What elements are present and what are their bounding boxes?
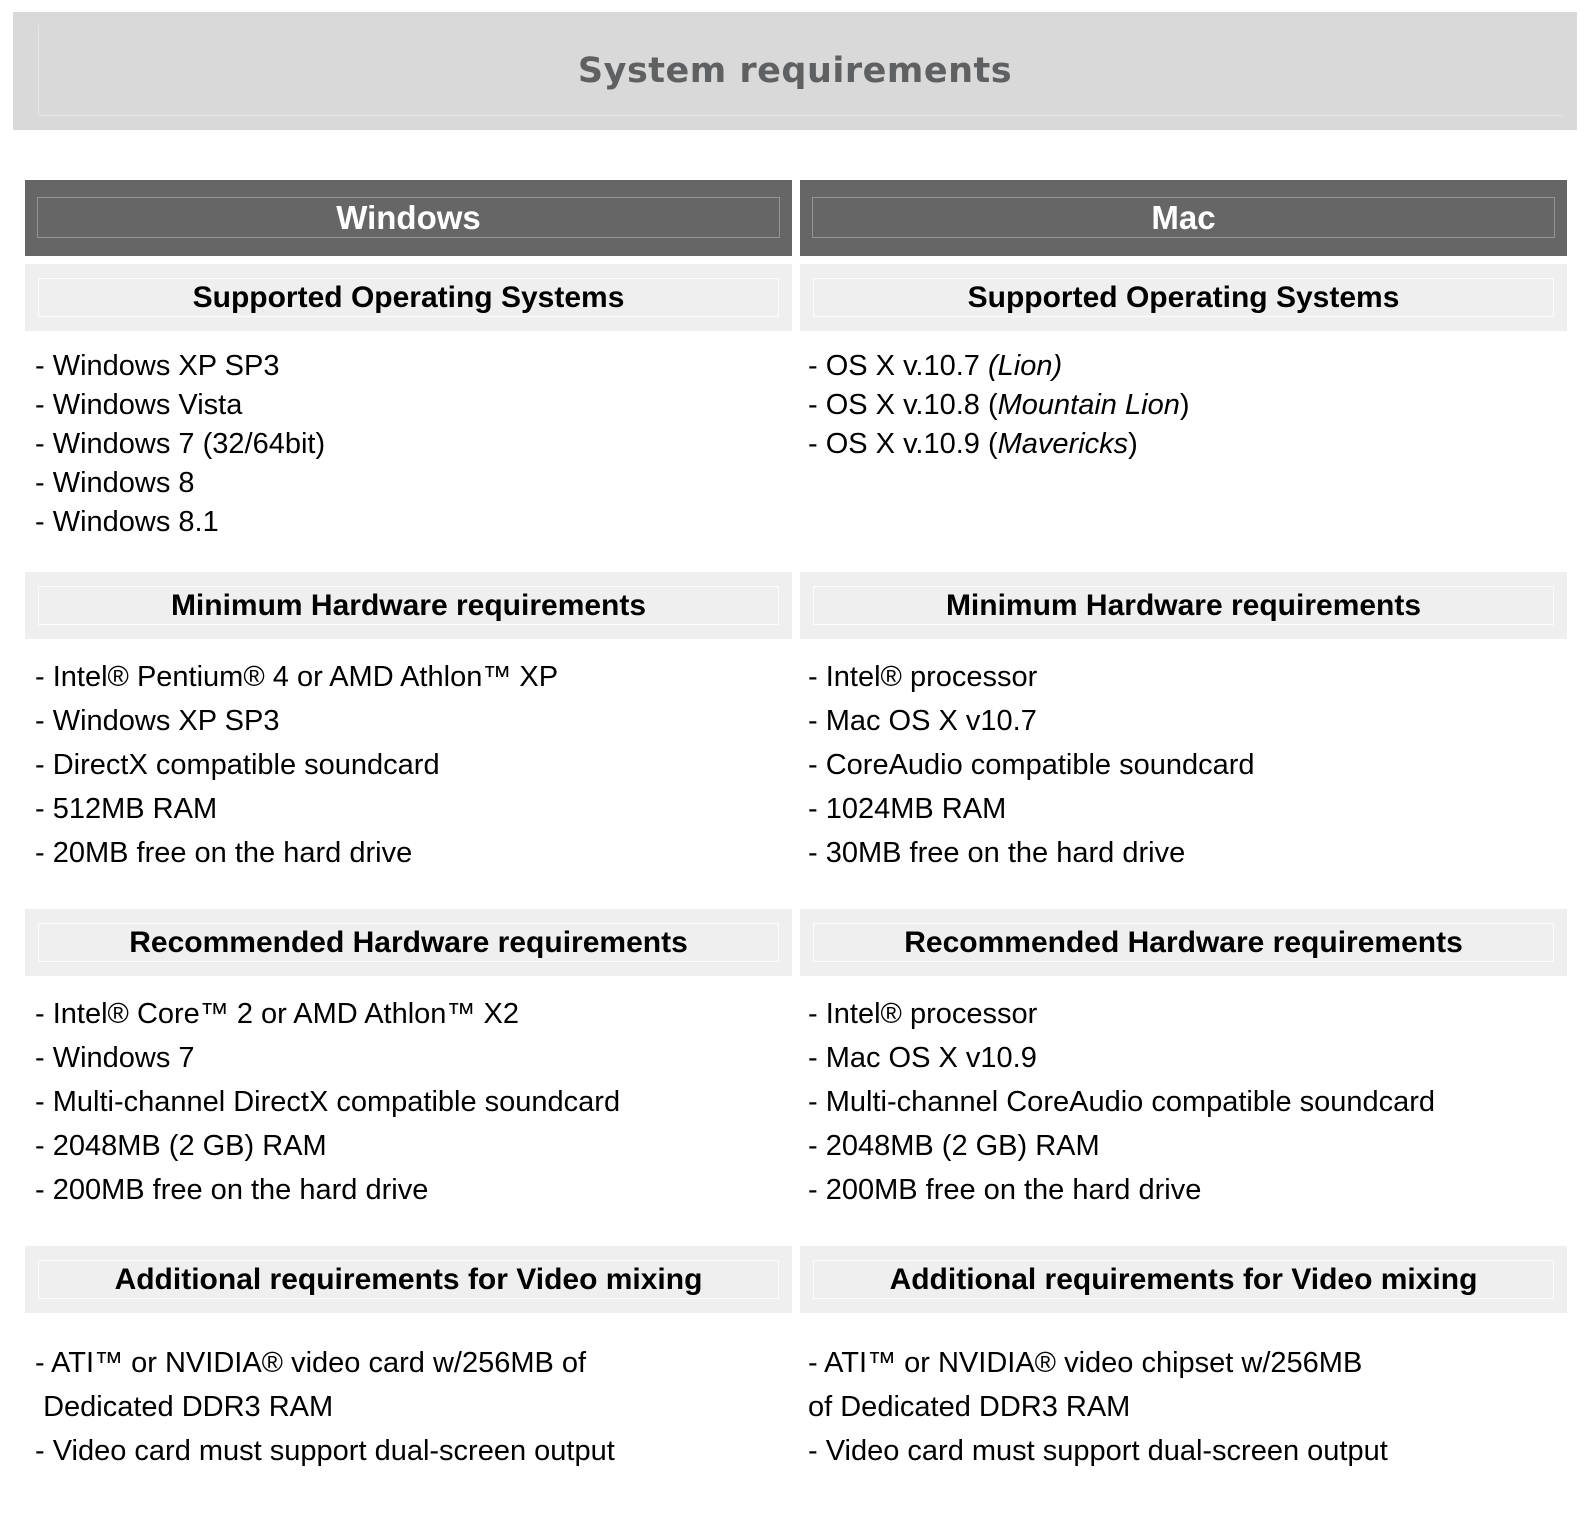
requirement-text: ) bbox=[1128, 428, 1138, 460]
requirement-text: - Intel® processor bbox=[808, 998, 1038, 1030]
section-heading-label: Minimum Hardware requirements bbox=[170, 588, 647, 622]
requirement-text: - OS X v.10.9 ( bbox=[808, 428, 998, 460]
requirement-text: - Multi-channel DirectX compatible soundcard bbox=[35, 1086, 621, 1118]
requirement-text: - 1024MB RAM bbox=[808, 793, 1007, 825]
requirement-text: - Windows 7 (32/64bit) bbox=[35, 428, 326, 460]
section-heading-label: Recommended Hardware requirements bbox=[904, 925, 1463, 959]
requirement-text: - Windows 8.1 bbox=[35, 506, 219, 538]
requirement-text: - Intel® Pentium® 4 or AMD Athlon™ XP bbox=[35, 661, 559, 693]
requirement-text: - Mac OS X v10.9 bbox=[808, 1042, 1037, 1074]
requirement-text: - OS X v.10.8 ( bbox=[808, 389, 998, 421]
section-heading-label: Supported Operating Systems bbox=[192, 280, 625, 314]
requirement-line bbox=[808, 425, 1552, 464]
requirement-text: - Windows XP SP3 bbox=[35, 705, 280, 737]
requirement-line bbox=[35, 1036, 777, 1080]
requirement-line bbox=[35, 1341, 777, 1385]
requirement-line bbox=[808, 1036, 1552, 1080]
mac-minimum-hardware-heading bbox=[800, 572, 1567, 639]
requirement-line bbox=[35, 1429, 777, 1473]
mac-minimum-hardware-list bbox=[800, 647, 1567, 901]
requirement-line bbox=[808, 1080, 1552, 1124]
requirement-line bbox=[808, 1341, 1552, 1385]
requirement-line bbox=[808, 743, 1552, 787]
windows-column-header-label: Windows bbox=[336, 199, 481, 236]
requirement-line bbox=[808, 699, 1552, 743]
requirements-table bbox=[25, 180, 1567, 1493]
requirement-text: (Lion) bbox=[987, 350, 1063, 382]
windows-column-header bbox=[25, 180, 792, 256]
requirement-text: - Mac OS X v10.7 bbox=[808, 705, 1037, 737]
requirement-line bbox=[35, 743, 777, 787]
requirement-text: - Intel® Core™ 2 or AMD Athlon™ X2 bbox=[35, 998, 519, 1030]
requirement-text: - Video card must support dual-screen output bbox=[35, 1435, 615, 1467]
requirement-text: - ATI™ or NVIDIA® video card w/256MB of bbox=[35, 1347, 587, 1379]
requirement-text: - Multi-channel CoreAudio compatible soundcard bbox=[808, 1086, 1436, 1118]
requirement-text: - 2048MB (2 GB) RAM bbox=[35, 1130, 327, 1162]
requirement-line bbox=[808, 347, 1552, 386]
requirement-text: - 200MB free on the hard drive bbox=[35, 1174, 429, 1206]
requirement-line bbox=[35, 1080, 777, 1124]
requirement-line bbox=[808, 1124, 1552, 1168]
requirement-line bbox=[808, 386, 1552, 425]
requirement-line bbox=[35, 347, 777, 386]
windows-supported-os-heading bbox=[25, 264, 792, 331]
requirement-text: - 200MB free on the hard drive bbox=[808, 1174, 1202, 1206]
requirement-text: - Video card must support dual-screen output bbox=[808, 1435, 1388, 1467]
section-heading-label: Additional requirements for Video mixing bbox=[114, 1262, 703, 1296]
requirement-line bbox=[808, 831, 1552, 875]
windows-video-mixing-list bbox=[25, 1321, 792, 1493]
requirement-line bbox=[35, 386, 777, 425]
requirement-text: Mountain Lion bbox=[997, 389, 1180, 421]
requirement-text: - OS X v.10.7 bbox=[808, 350, 988, 382]
section-heading-label: Recommended Hardware requirements bbox=[129, 925, 688, 959]
windows-minimum-hardware-heading bbox=[25, 572, 792, 639]
mac-supported-os-list bbox=[800, 339, 1567, 564]
requirement-text: Mavericks bbox=[997, 428, 1129, 460]
requirement-line bbox=[35, 831, 777, 875]
section-heading-label: Supported Operating Systems bbox=[967, 280, 1400, 314]
requirement-text: - Windows Vista bbox=[35, 389, 243, 421]
windows-recommended-hardware-list bbox=[25, 984, 792, 1238]
requirement-text: - Windows 8 bbox=[35, 467, 195, 499]
requirement-line bbox=[35, 503, 777, 542]
requirement-line bbox=[35, 1124, 777, 1168]
mac-supported-os-heading bbox=[800, 264, 1567, 331]
requirement-text: - 30MB free on the hard drive bbox=[808, 837, 1186, 869]
requirement-line bbox=[35, 699, 777, 743]
requirement-text: ) bbox=[1179, 389, 1190, 421]
requirement-text: - 2048MB (2 GB) RAM bbox=[808, 1130, 1100, 1162]
requirement-line bbox=[35, 1168, 777, 1212]
requirement-text: - 20MB free on the hard drive bbox=[35, 837, 413, 869]
requirement-line bbox=[35, 1385, 777, 1429]
requirement-text: - DirectX compatible soundcard bbox=[35, 749, 440, 781]
requirement-text: - Intel® processor bbox=[808, 661, 1038, 693]
mac-column-header bbox=[800, 180, 1567, 256]
page-title: System requirements bbox=[577, 51, 1013, 91]
requirement-text: - CoreAudio compatible soundcard bbox=[808, 749, 1255, 781]
requirement-text: Dedicated DDR3 RAM bbox=[35, 1391, 334, 1423]
requirement-text: - 512MB RAM bbox=[35, 793, 218, 825]
mac-recommended-hardware-list bbox=[800, 984, 1567, 1238]
requirement-line bbox=[808, 1168, 1552, 1212]
requirement-line bbox=[35, 464, 777, 503]
requirement-line bbox=[35, 425, 777, 464]
requirement-text: - Windows XP SP3 bbox=[35, 350, 280, 382]
section-heading-label: Additional requirements for Video mixing bbox=[889, 1262, 1478, 1296]
requirement-line bbox=[35, 787, 777, 831]
windows-minimum-hardware-list bbox=[25, 647, 792, 901]
requirement-line bbox=[35, 992, 777, 1036]
requirement-text: of Dedicated DDR3 RAM bbox=[808, 1391, 1131, 1423]
requirement-line bbox=[808, 1429, 1552, 1473]
windows-video-mixing-heading bbox=[25, 1246, 792, 1313]
mac-recommended-hardware-heading bbox=[800, 909, 1567, 976]
section-heading-label: Minimum Hardware requirements bbox=[945, 588, 1422, 622]
requirement-line bbox=[808, 787, 1552, 831]
requirement-text: - Windows 7 bbox=[35, 1042, 195, 1074]
requirement-line bbox=[808, 992, 1552, 1036]
mac-video-mixing-heading bbox=[800, 1246, 1567, 1313]
requirement-line bbox=[808, 655, 1552, 699]
requirement-line bbox=[808, 1385, 1552, 1429]
mac-video-mixing-list bbox=[800, 1321, 1567, 1493]
page-title-bar bbox=[13, 12, 1577, 130]
requirement-line bbox=[35, 655, 777, 699]
windows-supported-os-list bbox=[25, 339, 792, 564]
windows-recommended-hardware-heading bbox=[25, 909, 792, 976]
requirement-text: - ATI™ or NVIDIA® video chipset w/256MB bbox=[808, 1347, 1363, 1379]
mac-column-header-label: Mac bbox=[1151, 199, 1216, 236]
